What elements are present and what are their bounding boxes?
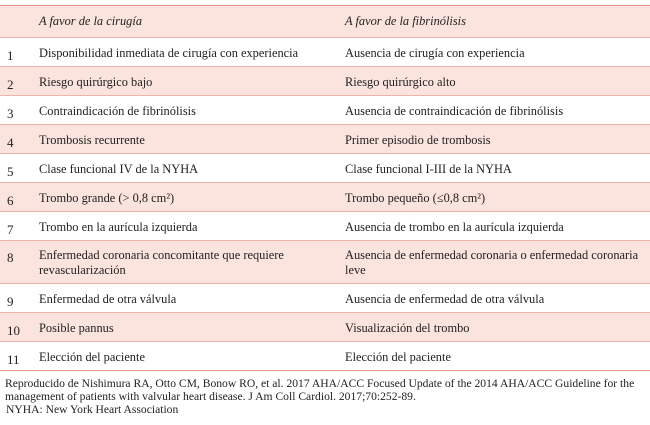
table-row bbox=[0, 153, 650, 182]
row-number: 3 bbox=[7, 106, 14, 121]
surgery-cell: Clase funcional IV de la NYHA bbox=[39, 162, 199, 176]
table-row bbox=[0, 182, 650, 211]
fibrinolysis-cell: Ausencia de trombo en la aurícula izquierda bbox=[345, 220, 564, 234]
surgery-cell: Trombo en la aurícula izquierda bbox=[39, 220, 198, 234]
surgery-cell: Trombo grande (> 0,8 cm²) bbox=[39, 191, 175, 205]
surgery-cell: Contraindicación de fibrinólisis bbox=[39, 104, 196, 118]
header-fibrinolysis: A favor de la fibrinólisis bbox=[345, 14, 466, 28]
row-number: 9 bbox=[7, 294, 14, 309]
table-row bbox=[0, 312, 650, 341]
fibrinolysis-cell: Ausencia de contraindicación de fibrinólisis bbox=[345, 104, 564, 118]
table-header bbox=[0, 6, 650, 37]
surgery-cell: Elección del paciente bbox=[39, 350, 145, 364]
row-number: 2 bbox=[7, 77, 14, 92]
table-row bbox=[0, 283, 650, 312]
row-number: 11 bbox=[7, 352, 20, 367]
source-reference: Reproducido de Nishimura RA, Otto CM, Bonow RO, et al. 2017 AHA/ACC Focused Update of the 2014 AHA/ACC Guideline for the management of patients with valvular heart disease. J Am Coll Cardiol. 2017;70:252-89. bbox=[5, 377, 635, 403]
table-row bbox=[0, 211, 650, 240]
fibrinolysis-cell: Elección del paciente bbox=[345, 350, 451, 364]
table-row bbox=[0, 95, 650, 124]
surgery-cell: Riesgo quirúrgico bajo bbox=[39, 75, 153, 89]
row-number: 10 bbox=[7, 323, 20, 338]
row-number: 6 bbox=[7, 193, 14, 208]
surgery-cell: Posible pannus bbox=[39, 321, 114, 335]
fibrinolysis-cell: Primer episodio de trombosis bbox=[345, 133, 491, 147]
row-number: 8 bbox=[7, 250, 14, 265]
row-number: 4 bbox=[7, 135, 14, 150]
table-footnote bbox=[5, 377, 650, 416]
comparison-table bbox=[0, 5, 650, 371]
header-surgery: A favor de la cirugía bbox=[39, 14, 143, 28]
table-row bbox=[0, 66, 650, 95]
row-number: 1 bbox=[7, 48, 14, 63]
fibrinolysis-cell: Visualización del trombo bbox=[345, 321, 470, 335]
fibrinolysis-cell: Clase funcional I-III de la NYHA bbox=[345, 162, 512, 176]
table-row bbox=[0, 240, 650, 283]
surgery-cell: Enfermedad coronaria concomitante que requiere revascularización bbox=[39, 248, 284, 277]
surgery-cell: Disponibilidad inmediata de cirugía con experiencia bbox=[39, 46, 299, 60]
table-row bbox=[0, 124, 650, 153]
fibrinolysis-cell: Trombo pequeño (≤0,8 cm²) bbox=[345, 191, 486, 205]
row-number: 5 bbox=[7, 164, 14, 179]
surgery-cell: Trombosis recurrente bbox=[39, 133, 145, 147]
table-row bbox=[0, 37, 650, 66]
table-row bbox=[0, 341, 650, 370]
fibrinolysis-cell: Ausencia de enfermedad coronaria o enfermedad coronaria leve bbox=[345, 248, 639, 277]
surgery-cell: Enfermedad de otra válvula bbox=[39, 292, 177, 306]
abbreviation-note: NYHA: New York Heart Association bbox=[6, 403, 179, 416]
fibrinolysis-cell: Ausencia de cirugía con experiencia bbox=[345, 46, 525, 60]
fibrinolysis-cell: Ausencia de enfermedad de otra válvula bbox=[345, 292, 545, 306]
row-number: 7 bbox=[7, 222, 14, 237]
fibrinolysis-cell: Riesgo quirúrgico alto bbox=[345, 75, 456, 89]
